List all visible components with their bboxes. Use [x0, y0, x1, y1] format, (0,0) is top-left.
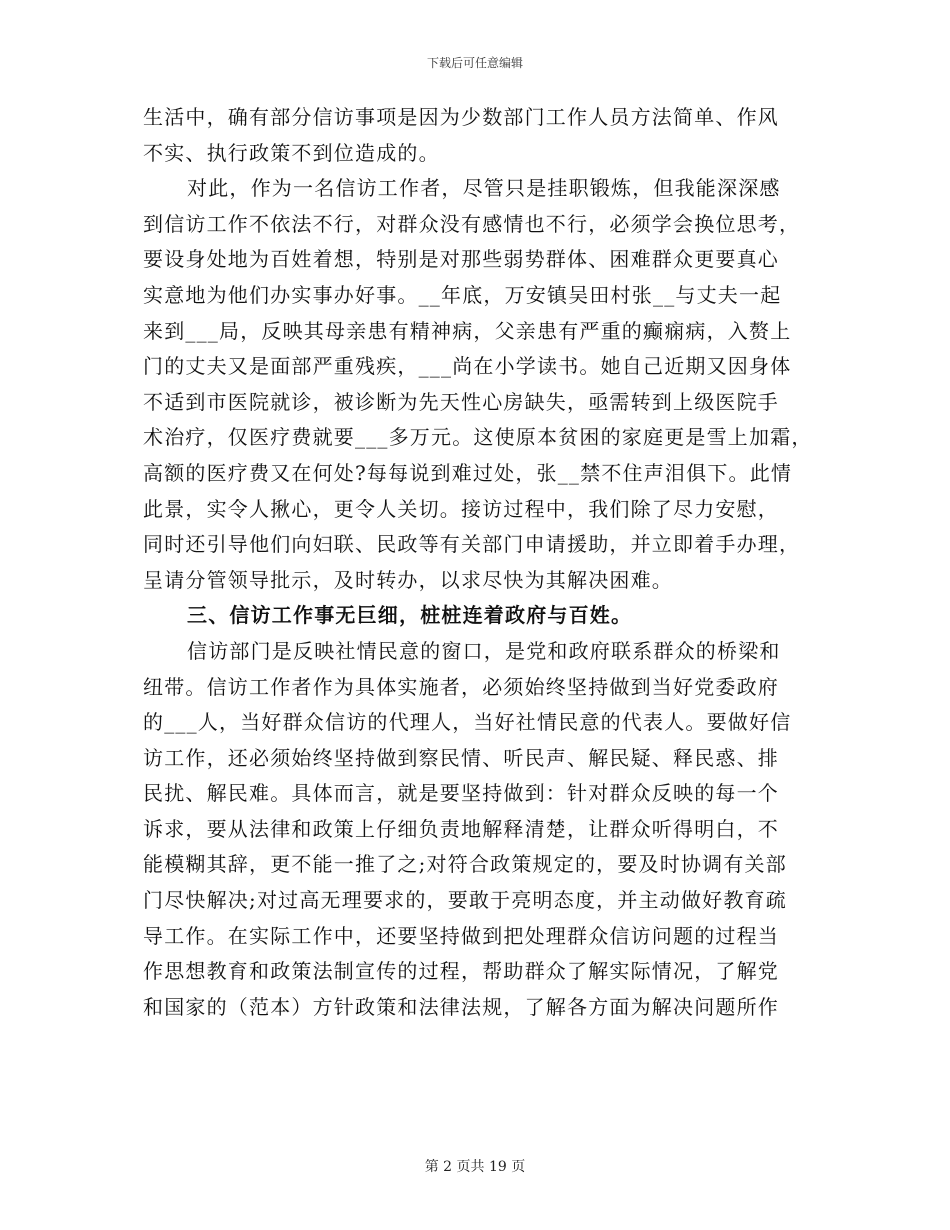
text-line: 作思想教育和政策法制宣传的过程，帮助群众了解实际情况，了解党 — [143, 959, 779, 984]
text-line: 诉求，要从法律和政策上仔细负责地解释清楚，让群众听得明白，不 — [143, 816, 779, 841]
text-line: 要设身处地为百姓着想，特别是对那些弱势群体、困难群众更要真心 — [143, 247, 779, 272]
text-line: 访工作，还必须始终坚持做到察民情、听民声、解民疑、释民惑、排 — [143, 745, 779, 770]
text-line: 同时还引导他们向妇联、民政等有关部门申请援助，并立即着手办理， — [143, 532, 801, 557]
page-header: 下载后可任意编辑 — [426, 56, 523, 70]
text-line: 高额的医疗费又在何处?每每说到难过处，张__禁不住声泪俱下。此情 — [143, 460, 793, 485]
text-line: 对此，作为一名信访工作者，尽管只是挂职锻炼，但我能深深感 — [187, 176, 781, 201]
text-line: 信访部门是反映社情民意的窗口，是党和政府联系群众的桥梁和 — [187, 638, 781, 663]
text-line: 呈请分管领导批示，及时转办，以求尽快为其解决困难。 — [143, 567, 673, 592]
text-line: 生活中，确有部分信访事项是因为少数部门工作人员方法简单、作风 — [143, 105, 779, 129]
document-body — [143, 100, 823, 1025]
text-line: 来到___局，反映其母亲患有精神病，父亲患有严重的癫痫病，入赘上 — [143, 318, 792, 343]
text-line: 能模糊其辞，更不能一推了之;对符合政策规定的，要及时协调有关部 — [143, 852, 787, 877]
text-line: 实意地为他们办实事办好事。__年底，万安镇吴田村张__与丈夫一起 — [143, 282, 782, 307]
page-number: 第 2 页共 19 页 — [424, 1159, 526, 1175]
text-line: 此景，实令人揪心，更令人关切。接访过程中，我们除了尽力安慰， — [143, 496, 779, 521]
text-line: 纽带。信访工作者作为具体实施者，必须始终坚持做到当好党委政府 — [143, 674, 779, 699]
text-line: 民扰、解民难。具体而言，就是要坚持做到：针对群众反映的每一个 — [143, 781, 779, 806]
text-line: 导工作。在实际工作中，还要坚持做到把处理群众信访问题的过程当 — [143, 923, 779, 948]
text-line: 不适到市医院就诊，被诊断为先天性心房缺失，亟需转到上级医院手 — [143, 389, 779, 414]
text-line: 门尽快解决;对过高无理要求的，要敢于亮明态度，并主动做好教育疏 — [143, 888, 787, 913]
text-line: 不实、执行政策不到位造成的。 — [143, 140, 440, 165]
section-heading: 三、信访工作事无巨细，桩桩连着政府与百姓。 — [187, 603, 633, 628]
text-line: 到信访工作不依法不行，对群众没有感情也不行，必须学会换位思考， — [143, 211, 801, 236]
text-line: 的___人，当好群众信访的代理人，当好社情民意的代表人。要做好信 — [143, 710, 792, 735]
text-line: 术治疗，仅医疗费就要___多万元。这使原本贫困的家庭更是雪上加霜， — [143, 425, 813, 450]
text-line: 和国家的（范本）方针政策和法律法规，了解各方面为解决问题所作 — [143, 994, 779, 1019]
text-line: 门的丈夫又是面部严重残疾，___尚在小学读书。她自己近期又因身体 — [143, 354, 792, 379]
